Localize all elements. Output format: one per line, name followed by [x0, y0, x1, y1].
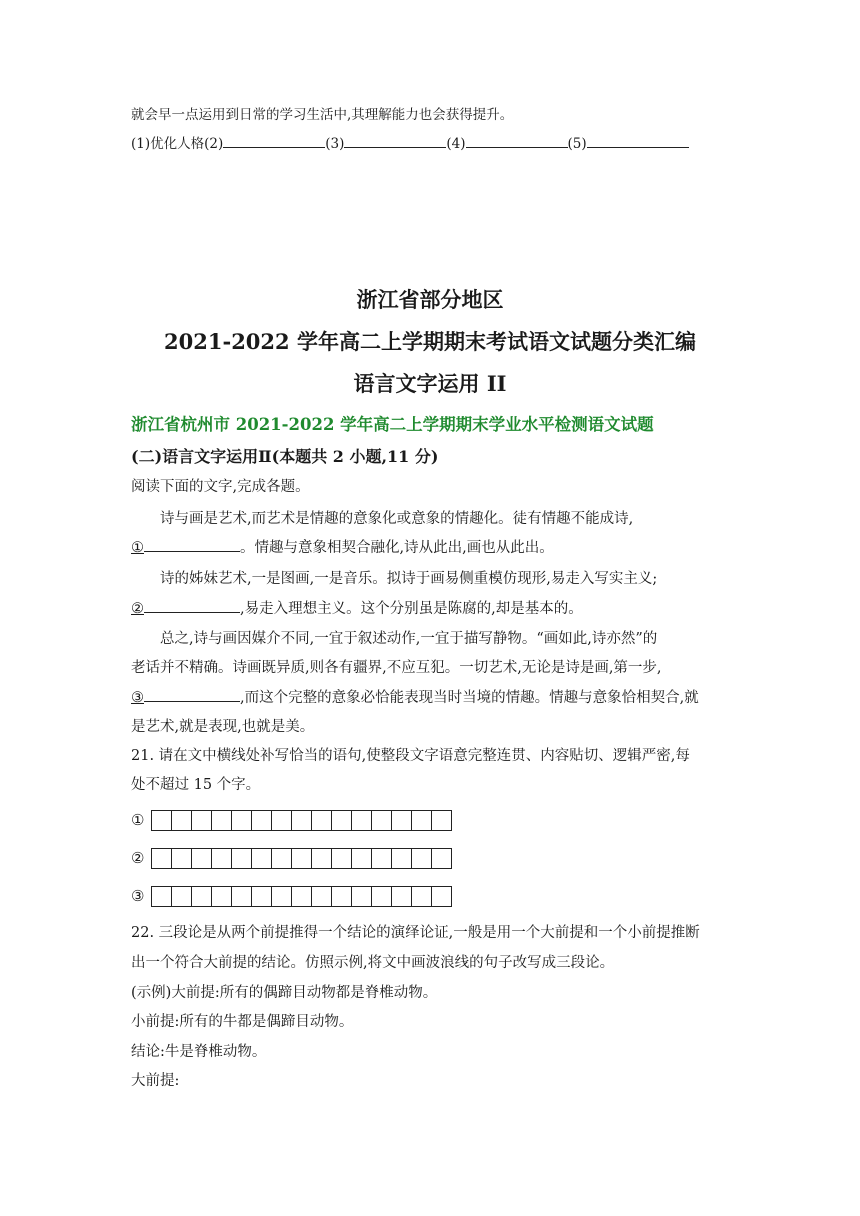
grid-cell[interactable]: [412, 849, 432, 868]
answer-grid-1[interactable]: [151, 810, 452, 831]
answer-grid-3[interactable]: [151, 886, 452, 907]
answer-grid-row-2: [131, 846, 452, 870]
blank-5[interactable]: [587, 133, 689, 148]
grid-cell[interactable]: [272, 811, 292, 830]
grid-cell[interactable]: [312, 811, 332, 830]
passage-p3-b: 老话并不精确。诗画既异质,则各有疆界,不应互犯。一切艺术,无论是诗是画,第一步,: [131, 660, 662, 676]
passage-p3-a: 总之,诗与画因媒介不同,一宜于叙述动作,一宜于描写静物。“画如此,诗亦然”的: [160, 631, 658, 647]
blank-marker-2: ②: [131, 601, 144, 617]
passage-blank-3[interactable]: [144, 687, 240, 702]
blank-3[interactable]: [344, 133, 446, 148]
grid-cell[interactable]: [252, 887, 272, 906]
answer-label-5: (5): [567, 136, 587, 152]
source-heading: 浙江省杭州市 2021-2022 学年高二上学期期末学业水平检测语文试题: [131, 415, 654, 434]
grid-cell[interactable]: [212, 849, 232, 868]
blank-marker-1: ①: [131, 540, 144, 556]
grid-label-1: ①: [131, 811, 145, 829]
passage-p1-b-line: [131, 537, 554, 559]
q22-line2: 出一个符合大前提的结论。仿照示例,将文中画波浪线的句子改写成三段论。: [131, 955, 615, 971]
grid-cell[interactable]: [392, 811, 412, 830]
passage-p3-c-line: [131, 687, 699, 709]
grid-cell[interactable]: [292, 887, 312, 906]
grid-cell[interactable]: [192, 849, 212, 868]
grid-cell[interactable]: [272, 887, 292, 906]
passage-p2-b-line: [131, 598, 583, 620]
blank-marker-3: ③: [131, 690, 144, 706]
answer-line: [131, 133, 689, 155]
grid-cell[interactable]: [232, 887, 252, 906]
grid-cell[interactable]: [152, 887, 172, 906]
continuation-text: 就会早一点运用到日常的学习生活中,其理解能力也会获得提升。: [131, 107, 514, 123]
grid-cell[interactable]: [272, 849, 292, 868]
grid-cell[interactable]: [332, 811, 352, 830]
answer-grid-row-3: [131, 884, 452, 908]
grid-cell[interactable]: [292, 811, 312, 830]
grid-cell[interactable]: [292, 849, 312, 868]
grid-cell[interactable]: [412, 887, 432, 906]
grid-label-2: ②: [131, 849, 145, 867]
example-major-premise: (示例)大前提:所有的偶蹄目动物都是脊椎动物。: [131, 985, 438, 1001]
grid-cell[interactable]: [332, 887, 352, 906]
answer-grid-2[interactable]: [151, 848, 452, 869]
grid-cell[interactable]: [212, 887, 232, 906]
grid-cell[interactable]: [232, 811, 252, 830]
answer-label-3: (3): [325, 136, 345, 152]
title-exam: 2021-2022 学年高二上学期期末考试语文试题分类汇编: [164, 329, 696, 354]
q21-line2: 处不超过 15 个字。: [131, 777, 261, 793]
grid-cell[interactable]: [252, 811, 272, 830]
title-region: 浙江省部分地区: [356, 287, 504, 312]
blank-4[interactable]: [466, 133, 568, 148]
answer-prefix: (1)优化人格(2): [131, 136, 224, 152]
grid-cell[interactable]: [172, 887, 192, 906]
grid-cell[interactable]: [152, 811, 172, 830]
instruction: 阅读下面的文字,完成各题。: [131, 479, 310, 495]
answer-grid-row-1: [131, 808, 452, 832]
grid-cell[interactable]: [372, 811, 392, 830]
grid-cell[interactable]: [212, 811, 232, 830]
passage-p3-c: ,而这个完整的意象必恰能表现当时当境的情趣。情趣与意象恰相契合,就: [240, 690, 699, 706]
grid-cell[interactable]: [412, 811, 432, 830]
passage-p3-d: 是艺术,就是表现,也就是美。: [131, 719, 315, 735]
passage-blank-2[interactable]: [144, 598, 240, 613]
grid-cell[interactable]: [172, 849, 192, 868]
passage-p1-a: 诗与画是艺术,而艺术是情趣的意象化或意象的情趣化。徒有情趣不能成诗,: [160, 511, 634, 527]
grid-cell[interactable]: [372, 849, 392, 868]
grid-cell[interactable]: [392, 849, 412, 868]
grid-cell[interactable]: [172, 811, 192, 830]
grid-cell[interactable]: [372, 887, 392, 906]
passage-p2-b: ,易走入理想主义。这个分别虽是陈腐的,却是基本的。: [240, 601, 583, 617]
grid-cell[interactable]: [312, 849, 332, 868]
answer-label-4: (4): [446, 136, 466, 152]
example-minor-premise: 小前提:所有的牛都是偶蹄目动物。: [131, 1014, 354, 1030]
grid-cell[interactable]: [432, 849, 451, 868]
grid-cell[interactable]: [352, 811, 372, 830]
passage-p1-b: 。情趣与意象相契合融化,诗从此出,画也从此出。: [240, 540, 554, 556]
grid-cell[interactable]: [252, 849, 272, 868]
grid-cell[interactable]: [352, 849, 372, 868]
grid-cell[interactable]: [192, 887, 212, 906]
section-heading: (二)语言文字运用Ⅱ(本题共 2 小题,11 分): [131, 447, 439, 466]
grid-cell[interactable]: [432, 887, 451, 906]
blank-2[interactable]: [223, 133, 325, 148]
grid-cell[interactable]: [332, 849, 352, 868]
q22-line1: 22. 三段论是从两个前提推得一个结论的演绎论证,一般是用一个大前提和一个小前提推断: [131, 925, 700, 941]
grid-label-3: ③: [131, 887, 145, 905]
grid-cell[interactable]: [152, 849, 172, 868]
grid-cell[interactable]: [352, 887, 372, 906]
grid-cell[interactable]: [312, 887, 332, 906]
example-conclusion: 结论:牛是脊椎动物。: [131, 1044, 267, 1060]
grid-cell[interactable]: [432, 811, 451, 830]
grid-cell[interactable]: [192, 811, 212, 830]
q21-line1: 21. 请在文中横线处补写恰当的语句,使整段文字语意完整连贯、内容贴切、逻辑严密,每: [131, 748, 690, 764]
passage-blank-1[interactable]: [144, 537, 240, 552]
title-topic: 语言文字运用 II: [353, 371, 507, 396]
grid-cell[interactable]: [232, 849, 252, 868]
grid-cell[interactable]: [392, 887, 412, 906]
answer-major-premise-label: 大前提:: [131, 1073, 180, 1089]
passage-p2-a: 诗的姊妹艺术,一是图画,一是音乐。拟诗于画易侧重模仿现形,易走入写实主义;: [160, 571, 658, 587]
